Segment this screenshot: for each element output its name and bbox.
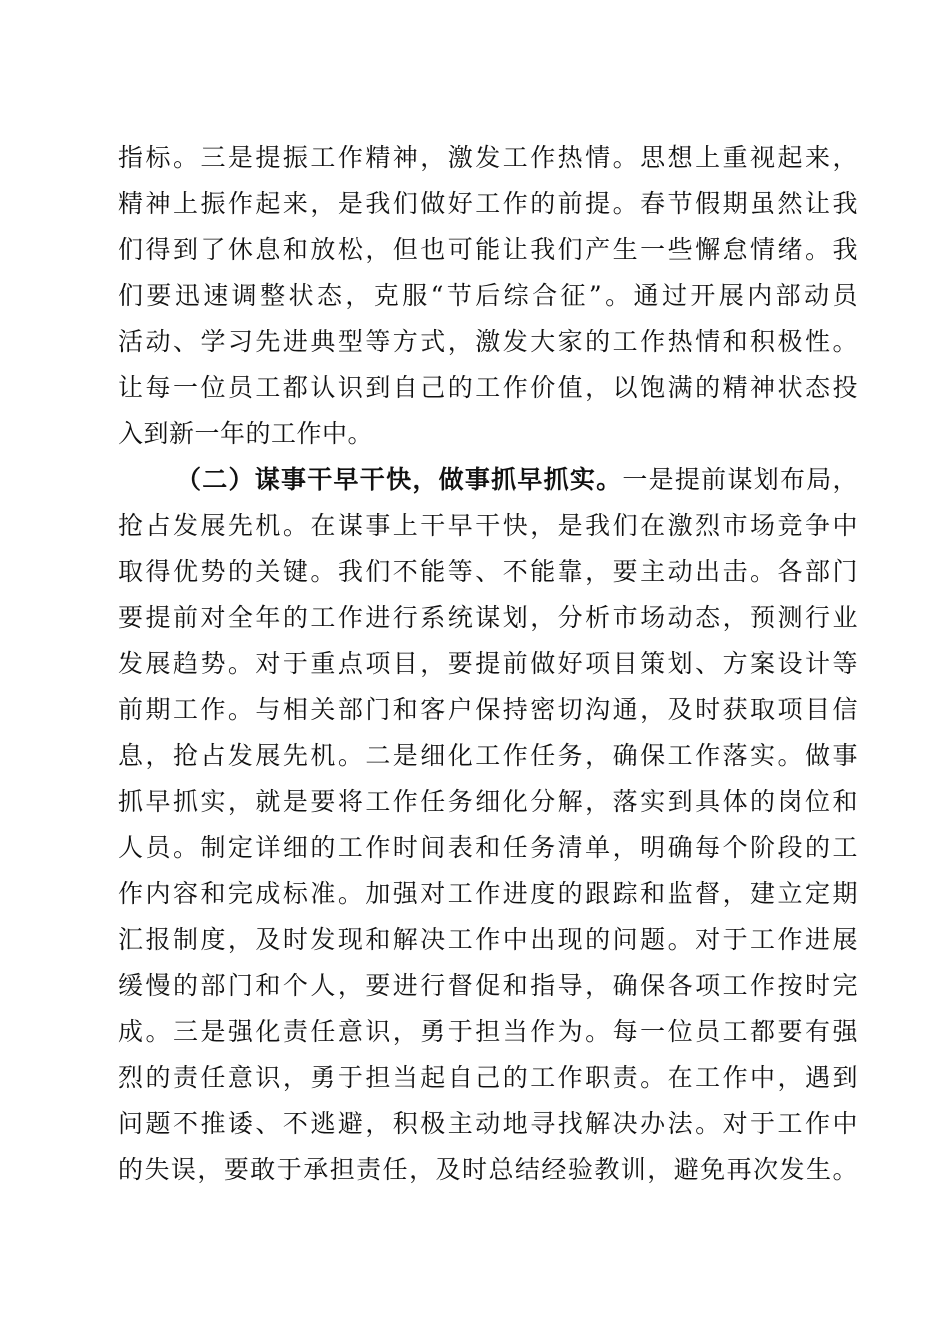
section-heading-rest: 一是提前谋划布局， (622, 465, 858, 494)
paragraph-line: 烈的责任意识，勇于担当起自己的工作职责。在工作中，遇到 (118, 1063, 858, 1092)
paragraph-line: 成。三是强化责任意识，勇于担当作为。每一位员工都要有强 (118, 1017, 858, 1046)
paragraph-line: 发展趋势。对于重点项目，要提前做好项目策划、方案设计等 (118, 649, 858, 678)
paragraph-line: 指标。三是提振工作精神，激发工作热情。思想上重视起来， (118, 143, 858, 172)
paragraph-line: 息，抢占发展先机。二是细化工作任务，确保工作落实。做事 (118, 741, 858, 770)
paragraph-line: 前期工作。与相关部门和客户保持密切沟通，及时获取项目信 (118, 695, 858, 724)
paragraph-line: 让每一位员工都认识到自己的工作价值，以饱满的精神状态投 (118, 373, 858, 402)
paragraph-line: 入到新一年的工作中。 (118, 419, 374, 448)
paragraph-line: 问题不推诿、不逃避，积极主动地寻找解决办法。对于工作中 (118, 1109, 858, 1138)
paragraph-line: 们要迅速调整状态，克服“节后综合征”。通过开展内部动员 (118, 281, 858, 310)
paragraph-line: 活动、学习先进典型等方式，激发大家的工作热情和积极性。 (118, 327, 858, 356)
paragraph-line: 作内容和完成标准。加强对工作进度的跟踪和监督，建立定期 (118, 879, 858, 908)
paragraph-line: 抓早抓实，就是要将工作任务细化分解，落实到具体的岗位和 (118, 787, 858, 816)
paragraph-line: 人员。制定详细的工作时间表和任务清单，明确每个阶段的工 (118, 833, 858, 862)
paragraph-line: 们得到了休息和放松，但也可能让我们产生一些懈怠情绪。我 (118, 235, 858, 264)
paragraph-line: 的失误，要敢于承担责任，及时总结经验教训，避免再次发生。 (118, 1155, 858, 1184)
section-heading: （二）谋事干早干快，做事抓早抓实。 (176, 465, 623, 494)
paragraph-line: 抢占发展先机。在谋事上干早干快，是我们在激烈市场竞争中 (118, 511, 858, 540)
paragraph-line: 取得优势的关键。我们不能等、不能靠，要主动出击。各部门 (118, 557, 858, 586)
paragraph-line: 汇报制度，及时发现和解决工作中出现的问题。对于工作进展 (118, 925, 858, 954)
paragraph-line: 精神上振作起来，是我们做好工作的前提。春节假期虽然让我 (118, 189, 858, 218)
paragraph-line: 要提前对全年的工作进行系统谋划，分析市场动态，预测行业 (118, 603, 858, 632)
section-heading-line (176, 460, 858, 500)
paragraph-line: 缓慢的部门和个人，要进行督促和指导，确保各项工作按时完 (118, 971, 858, 1000)
